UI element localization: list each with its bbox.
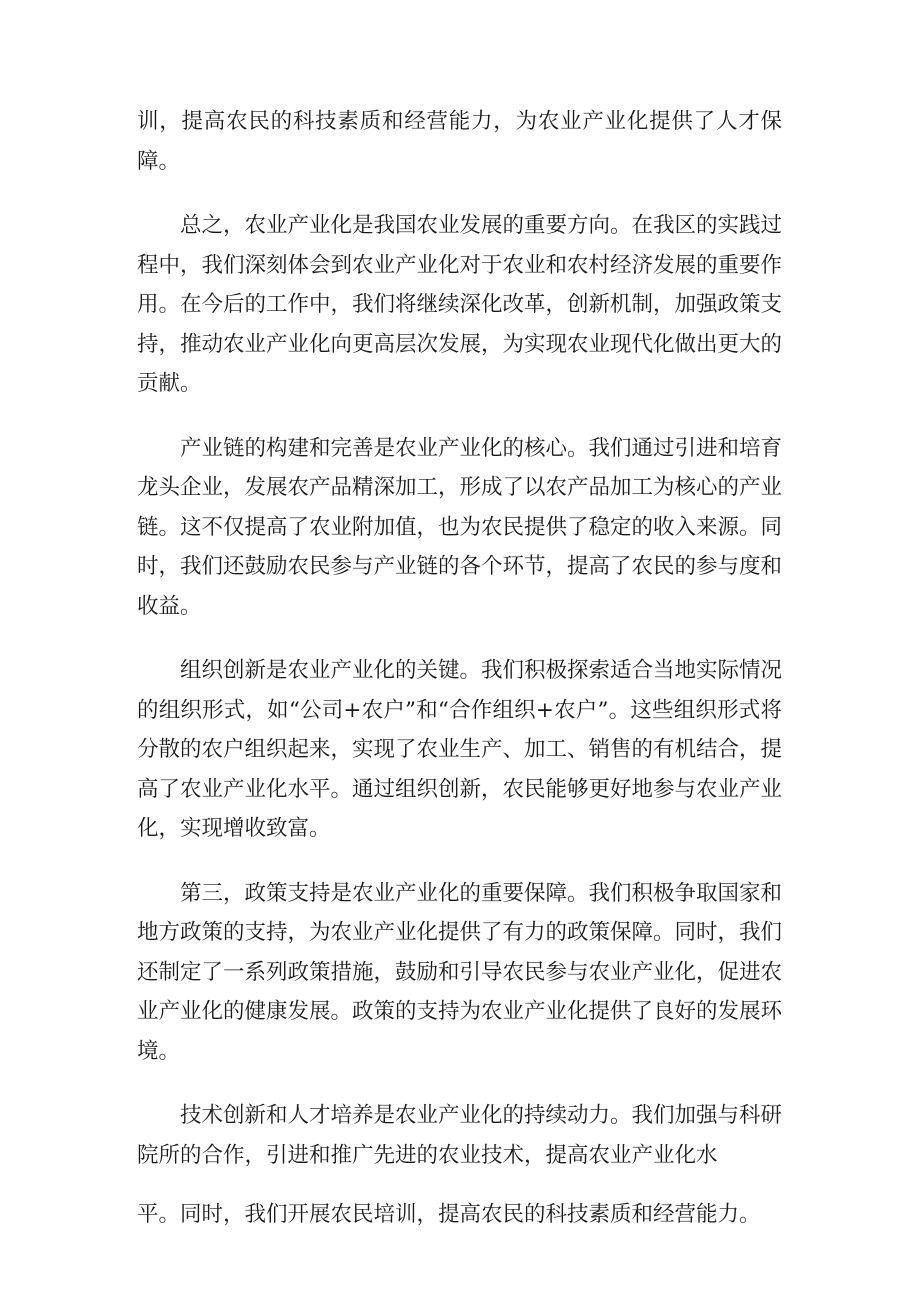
paragraph-technology-innovation: 技术创新和人才培养是农业产业化的持续动力。我们加强与科研院所的合作，引进和推广先进的农业技术，提高农业产业化水 [137,1103,783,1168]
paragraph-organization-innovation: 组织创新是农业产业化的关键。我们积极探索适合当地实际情况的组织形式，如“公司+农户”和“合作组织+农户”。这些组织形式将分散的农户组织起来，实现了农业生产、加工、销售的有机结合，提高了农业产业化水平。通过组织创新，农民能够更好地参与农业产业化，实现增收致富。 [137,658,783,841]
paragraph-conclusion: 总之，农业产业化是我国农业发展的重要方向。在我区的实践过程中，我们深刻体会到农业产业化对于农业和农村经济发展的重要作用。在今后的工作中，我们将继续深化改革，创新机制，加强政策支持，推动农业产业化向更高层次发展，为实现农业现代化做出更大的贡献。 [137,213,783,396]
paragraph-final-line: 平。同时，我们开展农民培训，提高农民的科技素质和经营能力。 [137,1202,761,1227]
paragraph-continuation: 训，提高农民的科技素质和经营能力，为农业产业化提供了人才保障。 [137,109,782,174]
document-body [137,102,782,1260]
paragraph-industry-chain: 产业链的构建和完善是农业产业化的核心。我们通过引进和培育龙头企业，发展农产品精深加工，形成了以农产品加工为核心的产业链。这不仅提高了农业附加值，也为农民提供了稳定的收入来源。同时，我们还鼓励农民参与产业链的各个环节，提高了农民的参与度和收益。 [137,435,783,619]
paragraph-policy-support: 第三，政策支持是农业产业化的重要保障。我们积极争取国家和地方政策的支持，为农业产业化提供了有力的政策保障。同时，我们还制定了一系列政策措施，鼓励和引导农民参与农业产业化，促进农业产业化的健康发展。政策的支持为农业产业化提供了良好的发展环境。 [137,880,783,1064]
